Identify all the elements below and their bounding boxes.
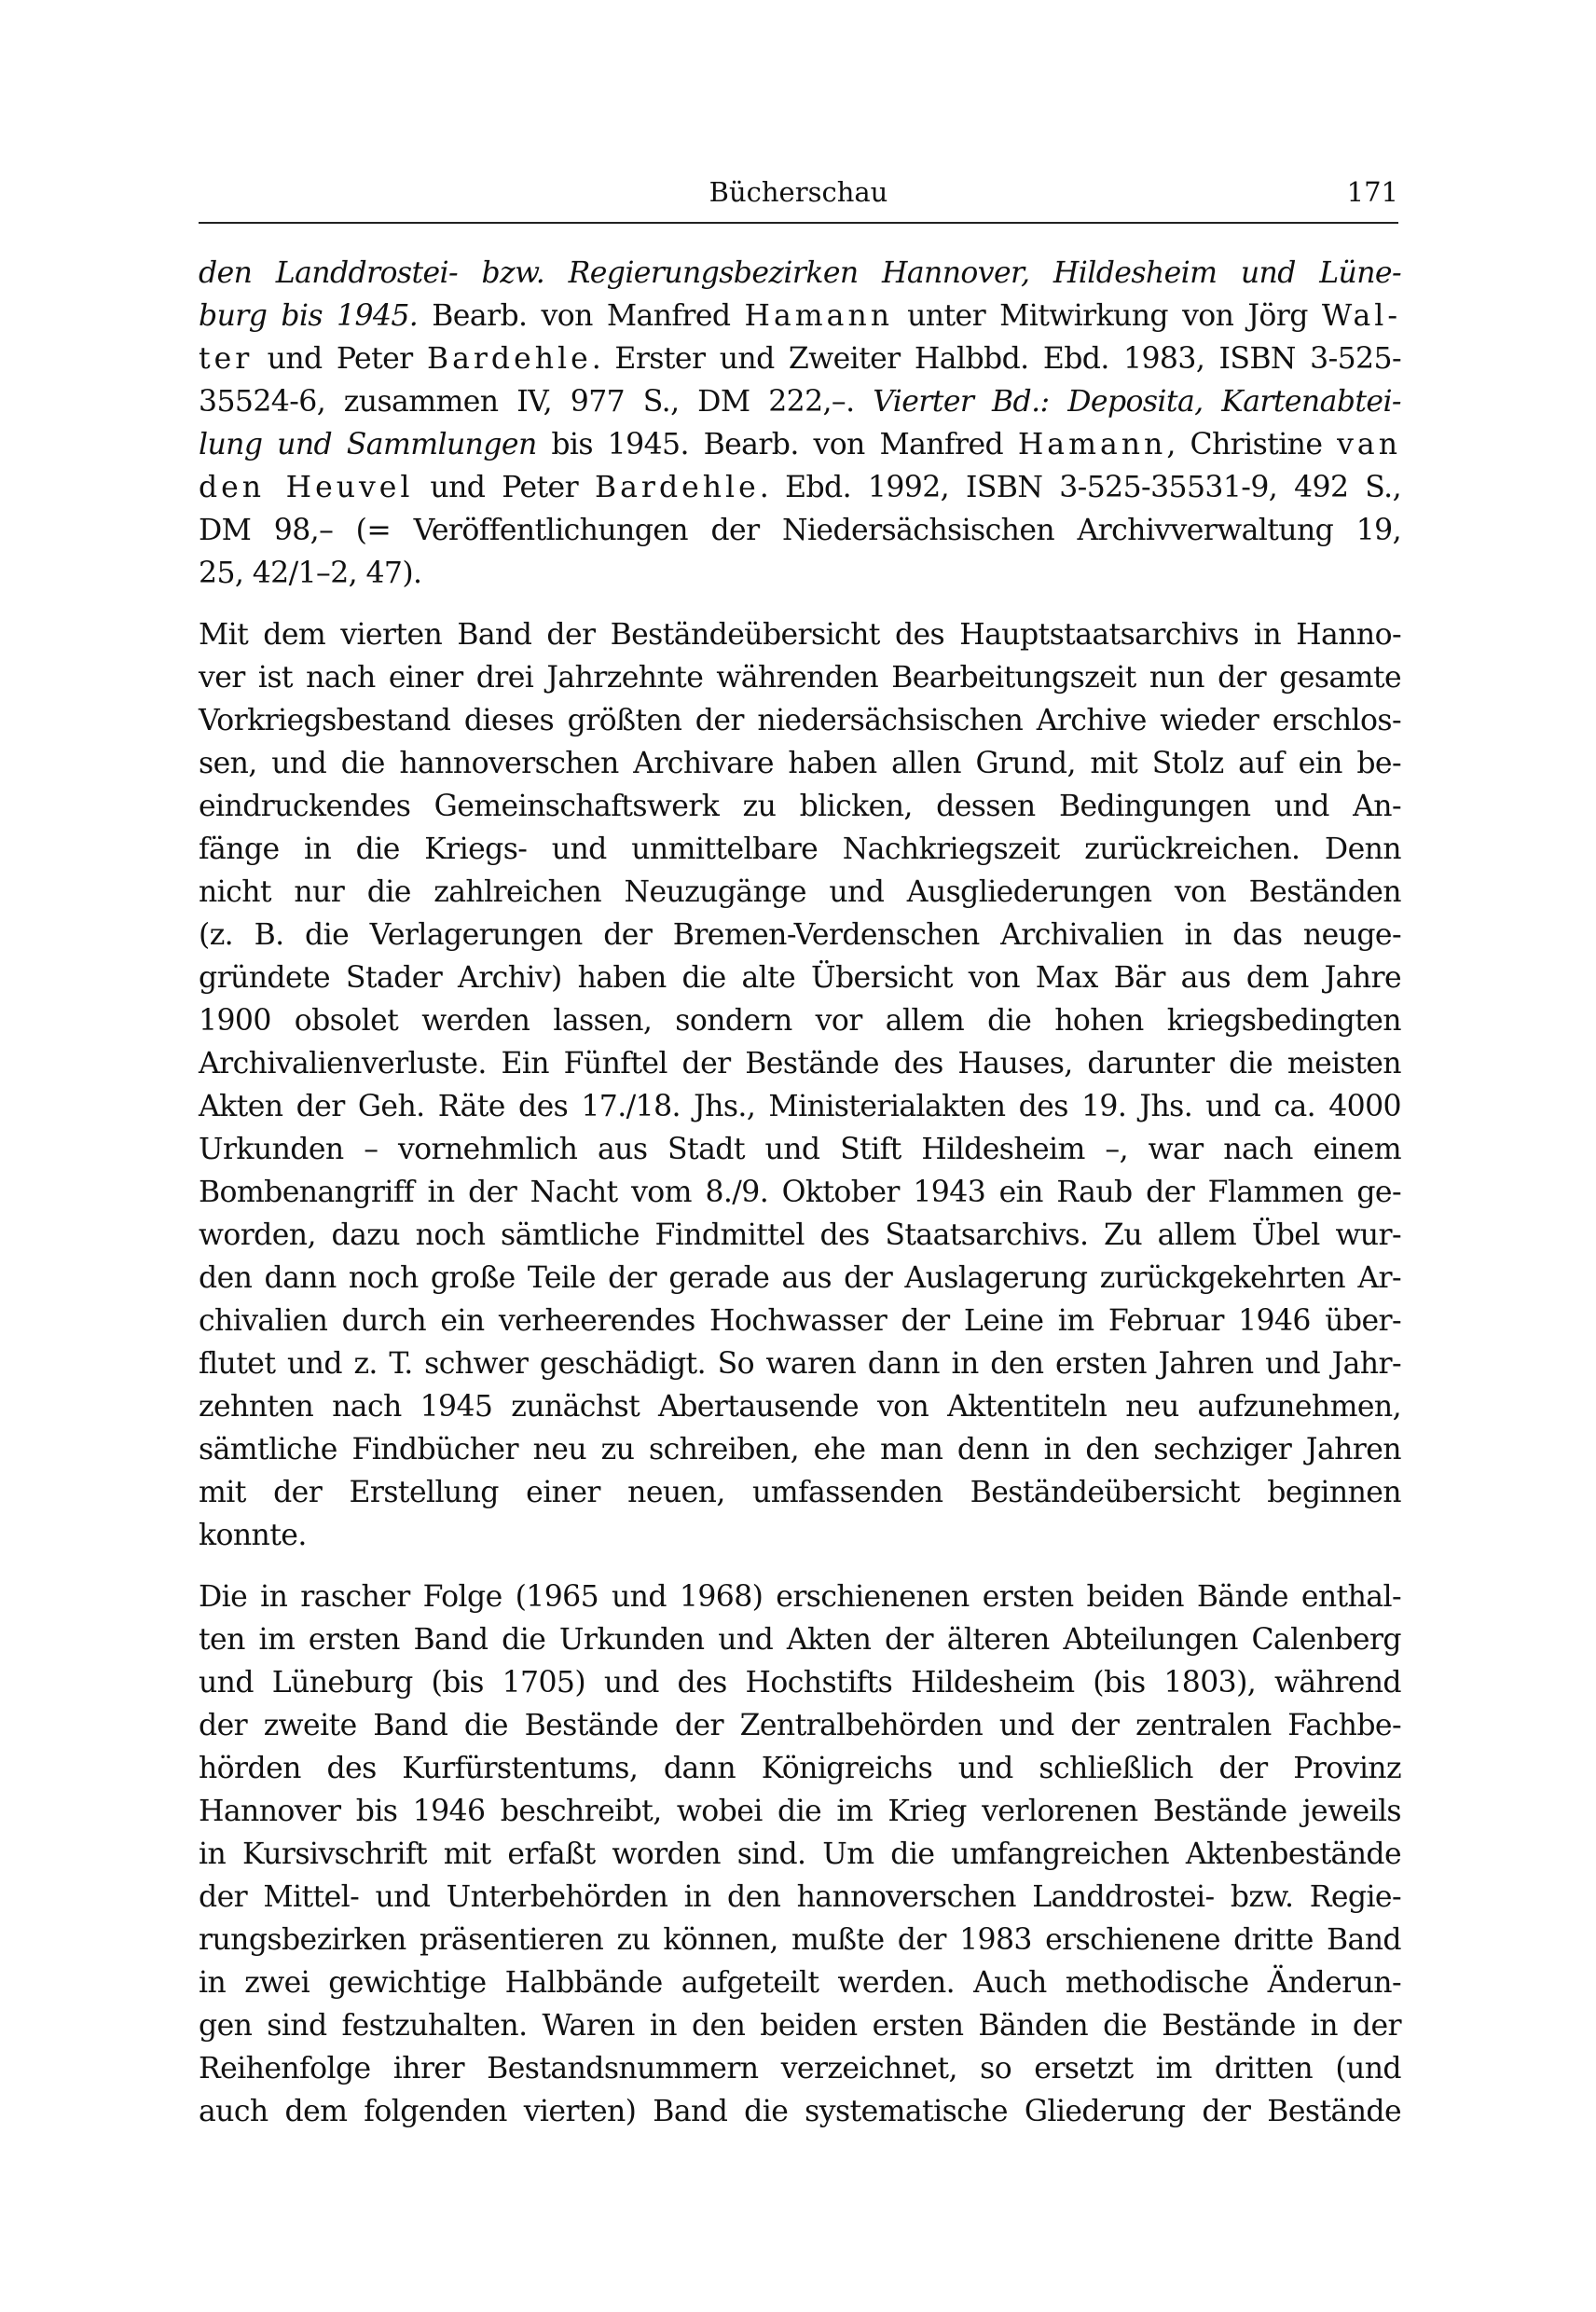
- citation-run: und Peter: [253, 342, 427, 376]
- text-line: Die in rascher Folge (1965 und 1968) erschienenen ersten beiden Bände enthal-: [199, 1580, 1401, 1614]
- citation-line: [199, 509, 1401, 552]
- citation-line: [199, 380, 1401, 423]
- citation-run: bis 1945. Bearb. von Manfred: [536, 428, 1018, 461]
- text-line: gen sind festzuhalten. Waren in den beiden ersten Bänden die Bestände in der: [199, 2009, 1401, 2043]
- text-line: ten im ersten Band die Urkunden und Akten der älteren Abteilungen Calenberg: [199, 1623, 1401, 1657]
- citation-run: und Peter: [413, 471, 595, 504]
- text-line: rungsbezirken präsentieren zu können, mußte der 1983 erschienene dritte Band: [199, 1923, 1401, 1957]
- text-line: worden, dazu noch sämtliche Findmittel des Staatsarchivs. Zu allem Übel wur-: [199, 1218, 1401, 1252]
- citation-run: den Landdrostei- bzw. Regierungsbezirken Hannover, Hildesheim und Lüne-: [199, 256, 1401, 290]
- citation-line: [199, 295, 1401, 337]
- citation-run: DM 98,– (= Veröffentlichungen der Niedersächsischen Archivverwaltung 19,: [199, 514, 1401, 547]
- text-line: fänge in die Kriegs- und unmittelbare Nachkriegszeit zurückreichen. Denn: [199, 833, 1401, 866]
- citation-run: . Ebd. 1992, ISBN 3-525-35531-9, 492 S.,: [759, 471, 1401, 504]
- running-title: Bücherschau: [709, 176, 888, 208]
- text-line: Reihenfolge ihrer Bestandsnummern verzeichnet, so ersetzt im dritten (und: [199, 2052, 1401, 2085]
- text-line: sen, und die hannoverschen Archivare haben allen Grund, mit Stolz auf ein be-: [199, 747, 1401, 780]
- citation-run: Bardehle: [426, 342, 592, 376]
- text-line: sämtliche Findbücher neu zu schreiben, ehe man denn in den sechziger Jahren: [199, 1433, 1401, 1466]
- text-line: nicht nur die zahlreichen Neuzugänge und Ausgliederungen von Beständen: [199, 875, 1401, 909]
- text-line: hörden des Kurfürstentums, dann Königreichs und schließlich der Provinz: [199, 1752, 1401, 1785]
- text-line: in Kursivschrift mit erfaßt worden sind. Um die umfangreichen Aktenbestände: [199, 1837, 1401, 1871]
- text-line: den dann noch große Teile der gerade aus der Auslagerung zurückgekehrten Ar-: [199, 1261, 1401, 1295]
- citation-run: Wal-: [1321, 299, 1401, 333]
- citation-run: Bardehle: [594, 471, 760, 504]
- text-line: Urkunden – vornehmlich aus Stadt und Stift Hildesheim –, war nach einem: [199, 1133, 1401, 1166]
- citation-line: [199, 252, 1401, 295]
- citation-run: 35524-6, zusammen IV, 977 S., DM 222,–.: [199, 385, 874, 419]
- citation-line: [199, 423, 1401, 466]
- text-line: chivalien durch ein verheerendes Hochwasser der Leine im Februar 1946 über-: [199, 1304, 1401, 1338]
- text-line: konnte.: [199, 1519, 307, 1552]
- text-line: Vorkriegsbestand dieses größten der niedersächsischen Archive wieder erschlos-: [199, 704, 1401, 737]
- paragraph-1: [199, 613, 1401, 1557]
- citation-run: lung und Sammlungen: [199, 428, 537, 461]
- running-head: [199, 173, 1398, 224]
- citation-line: [199, 552, 1401, 595]
- text-line: zehnten nach 1945 zunächst Abertausende von Aktentiteln neu aufzunehmen,: [199, 1390, 1401, 1424]
- citation-run: Hamann: [744, 299, 894, 333]
- text-line: Hannover bis 1946 beschreibt, wobei die im Krieg verlorenen Bestände jeweils: [199, 1795, 1401, 1828]
- citation-run: den Heuvel: [199, 471, 414, 504]
- citation-run: unter Mitwirkung von Jörg: [893, 299, 1322, 333]
- text-line: eindruckendes Gemeinschaftswerk zu blicken, dessen Bedingungen und An-: [199, 790, 1401, 823]
- citation-run: Bearb. von Manfred: [418, 299, 745, 333]
- text-line: mit der Erstellung einer neuen, umfassenden Beständeübersicht beginnen: [199, 1476, 1401, 1509]
- paragraph-gap: [199, 1557, 1401, 1576]
- text-line: auch dem folgenden vierten) Band die systematische Gliederung der Bestände: [199, 2095, 1401, 2128]
- text-line: (z. B. die Verlagerungen der Bremen-Verdenschen Archivalien in das neuge-: [199, 918, 1401, 952]
- page-number: 171: [1346, 176, 1398, 208]
- citation-run: . Erster und Zweiter Halbbd. Ebd. 1983, ISBN 3-525-: [591, 342, 1401, 376]
- citation-run: burg bis 1945.: [199, 299, 419, 333]
- citation-run: Vierter Bd.: Deposita, Kartenabtei-: [873, 385, 1401, 419]
- citation-run: van: [1337, 428, 1401, 461]
- text-line: ver ist nach einer drei Jahrzehnte währenden Bearbeitungszeit nun der gesamte: [199, 661, 1401, 695]
- citation-line: [199, 337, 1401, 380]
- text-line: der Mittel- und Unterbehörden in den hannoverschen Landdrostei- bzw. Regie-: [199, 1880, 1401, 1914]
- text-line: gründete Stader Archiv) haben die alte Übersicht von Max Bär aus dem Jahre: [199, 961, 1401, 995]
- paragraph-gap: [199, 595, 1401, 613]
- text-line: Akten der Geh. Räte des 17./18. Jhs., Ministerialakten des 19. Jhs. und ca. 4000: [199, 1090, 1401, 1123]
- text-line: in zwei gewichtige Halbbände aufgeteilt werden. Auch methodische Änderun-: [199, 1966, 1401, 2000]
- text-line: und Lüneburg (bis 1705) und des Hochstifts Hildesheim (bis 1803), während: [199, 1666, 1401, 1700]
- citation-run: 25, 42/1–2, 47).: [199, 557, 422, 590]
- book-citation: [199, 252, 1401, 595]
- citation-run: Hamann: [1017, 428, 1167, 461]
- citation-run: , Christine: [1166, 428, 1338, 461]
- text-line: Archivalienverluste. Ein Fünftel der Bestände des Hauses, darunter die meisten: [199, 1047, 1401, 1080]
- text-line: Mit dem vierten Band der Beständeübersicht des Hauptstaatsarchivs in Hanno-: [199, 618, 1401, 652]
- text-line: 1900 obsolet werden lassen, sondern vor allem die hohen kriegsbedingten: [199, 1004, 1401, 1038]
- citation-run: ter: [199, 342, 254, 376]
- paragraph-2: [199, 1576, 1401, 2133]
- text-line: Bombenangriff in der Nacht vom 8./9. Oktober 1943 ein Raub der Flammen ge-: [199, 1176, 1401, 1209]
- body-text: [199, 252, 1401, 2133]
- citation-line: [199, 466, 1401, 509]
- text-line: der zweite Band die Bestände der Zentralbehörden und der zentralen Fachbe-: [199, 1709, 1401, 1742]
- text-line: flutet und z. T. schwer geschädigt. So waren dann in den ersten Jahren und Jahr-: [199, 1347, 1401, 1381]
